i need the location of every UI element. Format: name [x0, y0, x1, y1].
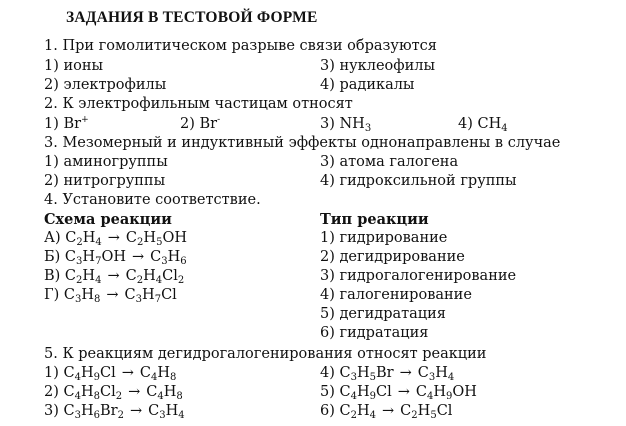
q3-option-2: 2) нитрогруппы — [44, 173, 166, 189]
q4-row-5 — [0, 305, 626, 324]
arrow: → — [399, 365, 412, 381]
q2-option-4: 4) $CH_4$ — [458, 116, 508, 134]
type-header: Тип реакции — [320, 211, 429, 228]
q1-option-1: 1) ионы — [44, 58, 104, 74]
scheme-b: Б) $C_3H_7OH \to C_3H_6$ — [44, 249, 187, 267]
q5-row-3 — [0, 402, 626, 421]
q1-option-4: 4) радикалы — [320, 77, 415, 93]
arrow: → — [107, 230, 120, 246]
q5-option-6: 6) $C_2H_4 \to C_2H_5Cl$ — [320, 403, 453, 421]
scheme-v: В) $C_2H_4 \to C_2H_4Cl_2$ — [44, 268, 185, 286]
question-4-text: 4. Установите соответствие. — [44, 192, 261, 208]
scheme-g: Г) $C_3H_8 \to C_3H_7Cl$ — [44, 287, 177, 305]
q4-row-3 — [0, 267, 626, 286]
q3-option-4: 4) гидроксильной группы — [320, 173, 517, 189]
question-5-text: 5. К реакциям дегидрогалогенирования относят реакции — [44, 346, 487, 362]
q1-options-row-1 — [0, 57, 626, 76]
arrow: → — [131, 249, 145, 265]
arrow: → — [382, 403, 395, 419]
q2-options-row — [0, 115, 626, 134]
q1-option-2: 2) электрофилы — [44, 77, 167, 93]
question-3-text: 3. Мезомерный и индуктивный эффекты однонаправлены в случае — [44, 135, 561, 151]
question-4 — [0, 191, 626, 210]
arrow: → — [106, 287, 119, 303]
q2-option-1: 1) Br+ — [44, 115, 89, 132]
type-5: 5) дегидратация — [320, 306, 446, 322]
question-5 — [0, 345, 626, 364]
type-4: 4) галогенирование — [320, 287, 472, 303]
q3-options-row-1 — [0, 153, 626, 172]
arrow: → — [107, 268, 120, 284]
type-3: 3) гидрогалогенирование — [320, 268, 517, 284]
q3-options-row-2 — [0, 172, 626, 191]
q2-option-3: 3) $NH_3$ — [320, 116, 372, 134]
q5-option-2: 2) $C_4H_8Cl_2 \to C_4H_8$ — [44, 384, 183, 402]
arrow: → — [121, 365, 134, 381]
q4-row-4 — [0, 286, 626, 305]
q5-option-3: 3) $C_3H_6Br_2 \to C_3H_4$ — [44, 403, 185, 421]
question-1-text: 1. При гомолитическом разрыве связи образуются — [44, 38, 437, 54]
q2-option-2: 2) Br- — [180, 115, 221, 132]
question-2 — [0, 95, 626, 114]
arrow: → — [128, 384, 141, 400]
q5-option-4: 4) $C_3H_5Br \to C_3H_4$ — [320, 365, 455, 383]
q5-option-1: 1) $C_4H_9Cl \to C_4H_8$ — [44, 365, 177, 383]
question-2-text: 2. К электрофильным частицам относят — [44, 96, 353, 112]
q5-option-5: 5) $C_4H_9Cl \to C_4H_9OH$ — [320, 384, 477, 402]
arrow: → — [397, 384, 410, 400]
q1-options-row-2 — [0, 76, 626, 95]
section-heading — [0, 8, 626, 27]
scheme-a: А) $C_2H_4 \to C_2H_5OH$ — [44, 230, 187, 248]
scheme-header: Схема реакции — [44, 211, 172, 228]
type-6: 6) гидратация — [320, 325, 429, 341]
q4-headers — [0, 210, 626, 229]
type-1: 1) гидрирование — [320, 230, 448, 246]
q4-row-2 — [0, 248, 626, 267]
type-2: 2) дегидрирование — [320, 249, 465, 265]
q3-option-1: 1) аминогруппы — [44, 154, 168, 170]
q5-row-2 — [0, 383, 626, 402]
q4-row-1 — [0, 229, 626, 248]
q5-row-1 — [0, 364, 626, 383]
question-1 — [0, 37, 626, 56]
q1-option-3: 3) нуклеофилы — [320, 58, 436, 74]
question-3 — [0, 134, 626, 153]
arrow: → — [129, 403, 143, 419]
q3-option-3: 3) атома галогена — [320, 154, 459, 170]
heading-text: ЗАДАНИЯ В ТЕСТОВОЙ ФОРМЕ — [66, 9, 318, 26]
q4-row-6 — [0, 324, 626, 343]
